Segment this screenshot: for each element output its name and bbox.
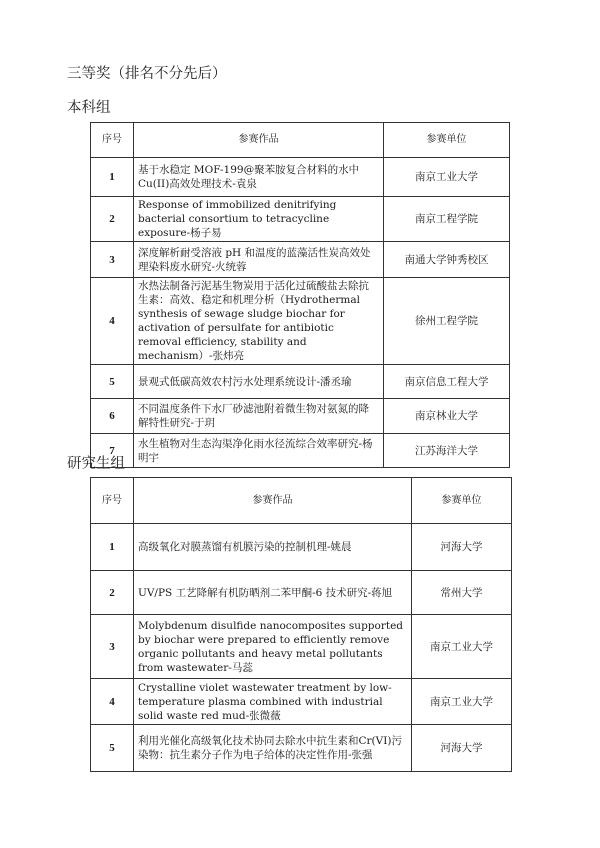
row-unit: 江苏海洋大学 [384, 434, 510, 468]
table-row [91, 524, 512, 571]
header-unit: 参赛单位 [412, 478, 512, 524]
table-row [91, 242, 510, 278]
row-index: 5 [91, 365, 134, 399]
table-row [91, 434, 510, 468]
row-index: 6 [91, 399, 134, 434]
row-index: 1 [91, 524, 134, 571]
row-unit: 常州大学 [412, 571, 512, 615]
row-work: 基于水稳定 MOF-199@聚苯胺复合材料的水中Cu(II)高效处理技术-袁泉 [134, 158, 384, 197]
row-work: Molybdenum disulfide nanocomposites supported by biochar were prepared to efficiently remove organic pollutants and heavy metal pollutants from wastewater-马蕊 [134, 615, 412, 679]
row-unit: 南京工业大学 [412, 615, 512, 679]
row-index: 4 [91, 679, 134, 725]
row-work: 深度解析耐受溶液 pH 和温度的蓝藻活性炭高效处理染料废水研究-火统蓉 [134, 242, 384, 278]
row-unit: 南京工业大学 [384, 158, 510, 197]
row-index: 3 [91, 615, 134, 679]
row-work: 不同温度条件下水厂砂滤池附着微生物对氨氮的降解特性研究-于玥 [134, 399, 384, 434]
header-index: 序号 [91, 478, 134, 524]
row-unit: 南通大学钟秀校区 [384, 242, 510, 278]
row-unit: 南京林业大学 [384, 399, 510, 434]
row-work: Crystalline violet wastewater treatment by low-temperature plasma combined with industrial solid waste red mud-张微薇 [134, 679, 412, 725]
table-row [91, 615, 512, 679]
row-work: Response of immobilized denitrifying bacterial consortium to tetracycline exposure-杨子易 [134, 197, 384, 242]
graduate-table [90, 477, 512, 772]
table-header-row [91, 478, 512, 524]
table-row [91, 278, 510, 365]
graduate-heading: 研究生组 [67, 456, 125, 472]
header-work: 参赛作品 [134, 478, 412, 524]
row-work: 利用光催化高级氧化技术协同去除水中抗生素和Cr(VI)污染物：抗生素分子作为电子给体的决定性作用-张强 [134, 725, 412, 772]
row-index: 2 [91, 571, 134, 615]
row-index: 2 [91, 197, 134, 242]
row-work: 水生植物对生态沟渠净化雨水径流综合效率研究-杨明宇 [134, 434, 384, 468]
row-work: UV/PS 工艺降解有机防晒剂二苯甲酮-6 技术研究-蒋旭 [134, 571, 412, 615]
row-work: 景观式低碳高效农村污水处理系统设计-潘丞瑜 [134, 365, 384, 399]
award-heading: 三等奖（排名不分先后） [67, 66, 227, 82]
header-index: 序号 [91, 123, 134, 158]
row-unit: 南京信息工程大学 [384, 365, 510, 399]
row-unit: 河海大学 [412, 524, 512, 571]
row-unit: 南京工程学院 [384, 197, 510, 242]
row-work: 水热法制备污泥基生物炭用于活化过硫酸盐去除抗生素：高效、稳定和机理分析（Hydrothermal synthesis of sewage sludge biochar for activation of persulfate for antibiotic removal efficiency, stability and mechanism）-张炜亮 [134, 278, 384, 365]
row-work: 高级氧化对膜蒸馏有机膜污染的控制机理-姚晨 [134, 524, 412, 571]
table-row [91, 571, 512, 615]
table-row [91, 725, 512, 772]
header-work: 参赛作品 [134, 123, 384, 158]
table-row [91, 158, 510, 197]
table-row [91, 679, 512, 725]
row-unit: 南京工业大学 [412, 679, 512, 725]
table-row [91, 365, 510, 399]
row-index: 1 [91, 158, 134, 197]
table-row [91, 399, 510, 434]
row-index: 5 [91, 725, 134, 772]
row-index: 4 [91, 278, 134, 365]
undergrad-table [90, 122, 510, 468]
row-index: 7 [91, 434, 134, 468]
table-row [91, 197, 510, 242]
row-index: 3 [91, 242, 134, 278]
header-unit: 参赛单位 [384, 123, 510, 158]
table-header-row [91, 123, 510, 158]
undergrad-heading: 本科组 [67, 100, 111, 116]
row-unit: 河海大学 [412, 725, 512, 772]
row-unit: 徐州工程学院 [384, 278, 510, 365]
